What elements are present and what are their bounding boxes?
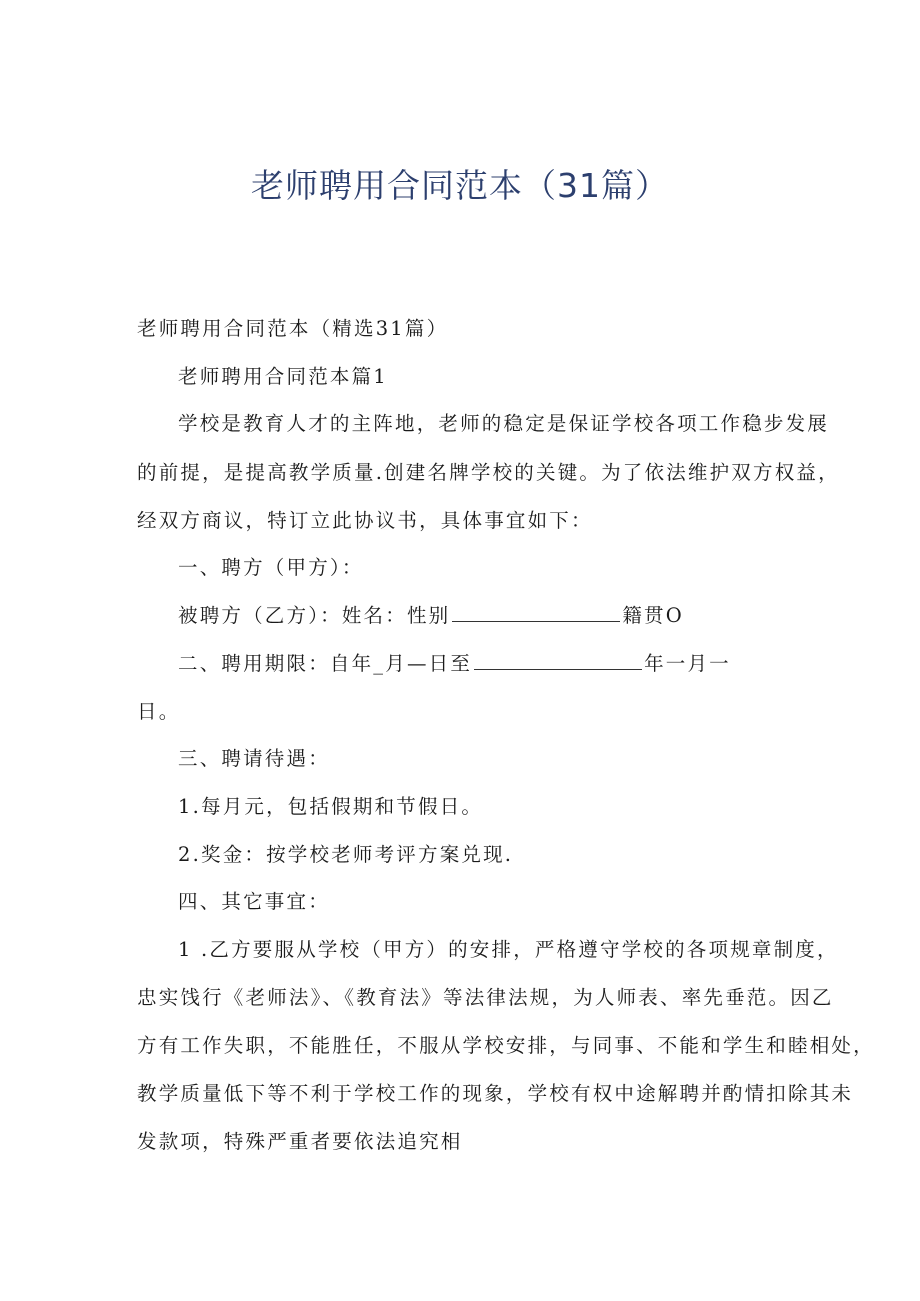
other-para-line-5: 发款项，特殊严重者要依法追究相 bbox=[137, 1130, 463, 1153]
term-end-line: 日。 bbox=[137, 700, 181, 723]
other-para-line-2: 忠实饯行《老师法》、《教育法》等法律法规，为人师表、率先垂范。因乙 bbox=[137, 986, 834, 1009]
other-para-line-4: 教学质量低下等不利于学校工作的现象，学校有权中途解聘并酌情扣除其未 bbox=[137, 1082, 854, 1105]
benefit-item-2: 2.奖金：按学校老师考评方案兑现. bbox=[178, 843, 514, 866]
intro-line-3: 经双方商议，特订立此协议书，具体事宜如下： bbox=[137, 509, 593, 532]
party-a-line: 一、聘方（甲方）： bbox=[178, 556, 364, 579]
intro-line-1: 学校是教育人才的主阵地，老师的稳定是保证学校各项工作稳步发展 bbox=[178, 412, 830, 435]
benefits-heading: 三、聘请待遇： bbox=[178, 747, 330, 770]
party-b-line bbox=[178, 603, 684, 629]
party-b-suffix: 籍贯O bbox=[622, 604, 684, 627]
term-suffix: 年一月一 bbox=[644, 652, 731, 675]
term-end-blank bbox=[474, 651, 642, 670]
term-line bbox=[178, 651, 731, 677]
benefit-item-1: 1.每月元，包括假期和节假日。 bbox=[178, 795, 484, 818]
other-para-line-3: 方有工作失职，不能胜任，不服从学校安排，与同事、不能和学生和睦相处， bbox=[137, 1034, 875, 1057]
term-label: 二、聘用期限：自年_月—日至 bbox=[178, 652, 473, 675]
party-b-label: 被聘方（乙方）：姓名：性别 bbox=[178, 604, 451, 627]
other-para-line-1: 1 .乙方要服从学校（甲方）的安排，严格遵守学校的各项规章制度， bbox=[178, 938, 839, 961]
section-heading: 老师聘用合同范本篇1 bbox=[178, 365, 388, 388]
intro-line-2: 的前提，是提高教学质量.创建名牌学校的关键。为了依法维护双方权益， bbox=[137, 461, 840, 484]
gender-blank bbox=[452, 603, 620, 622]
document-subtitle: 老师聘用合同范本（精选31篇） bbox=[137, 317, 449, 340]
document-title: 老师聘用合同范本（31篇） bbox=[251, 166, 669, 205]
other-heading: 四、其它事宜： bbox=[178, 890, 330, 913]
